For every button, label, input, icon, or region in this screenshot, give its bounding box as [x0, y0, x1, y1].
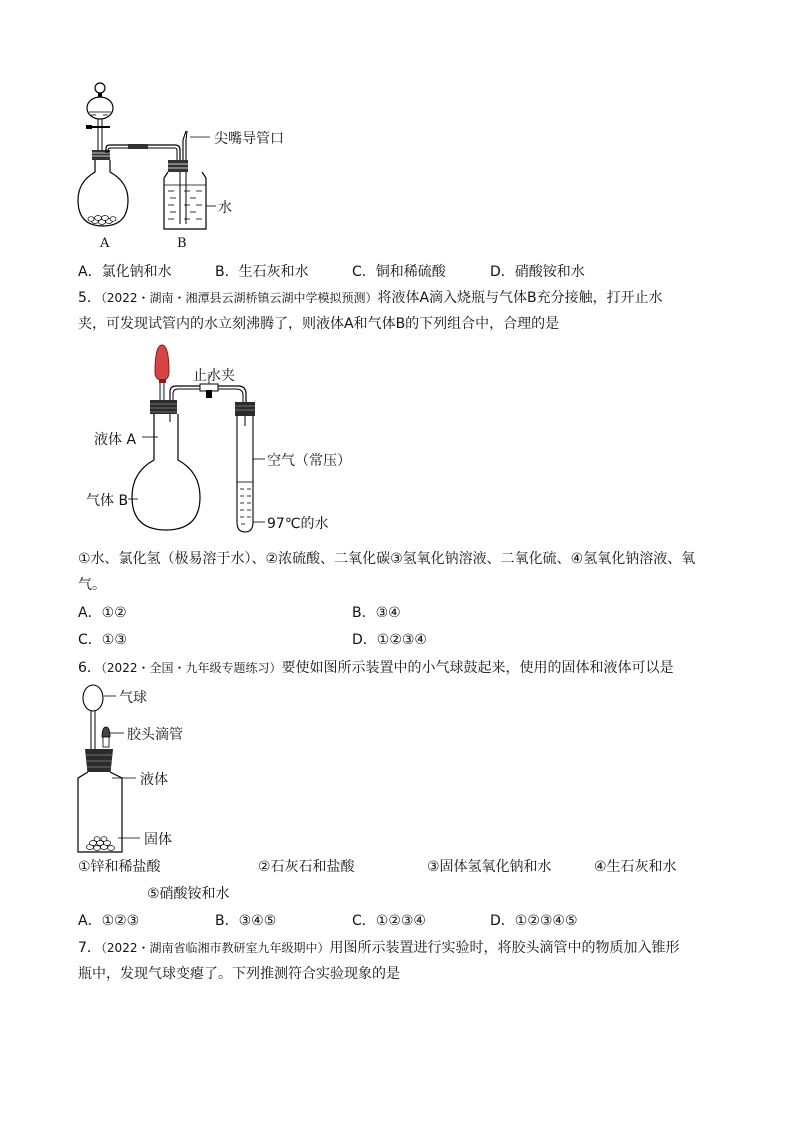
q4-option-b[interactable]: B．生石灰和水	[215, 264, 309, 280]
q6-option-c[interactable]: C．①②③④	[352, 913, 426, 929]
q6-label-solid: 固体	[144, 832, 172, 848]
q6-label-liquid: 液体	[140, 772, 168, 788]
q5-source: （2022・湖南・湘潭县云湖桥镇云湖中学模拟预测）	[100, 291, 378, 305]
q4-label-jet-tube: 尖嘴导管口	[214, 131, 284, 147]
q5-stem-a: 将液体A滴入烧瓶与气体B充分接触，打开止水	[377, 290, 663, 306]
q6-number: 6．	[78, 660, 101, 676]
q7-source: （2022・湖南省临湘市教研室九年级期中）	[100, 941, 330, 955]
q7-stem-line1	[78, 935, 679, 961]
q5-label-water-97: 97℃的水	[267, 516, 329, 532]
q5-label-gas-b: 气体 B	[86, 493, 129, 509]
q4-option-c[interactable]: C．铜和稀硫酸	[352, 264, 446, 280]
q7-number: 7．	[78, 940, 101, 956]
q6-stem: 要使如图所示装置中的小气球鼓起来，使用的固体和液体可以是	[281, 660, 674, 676]
q6-label-balloon: 气球	[119, 690, 147, 706]
q5-label-air: 空气（常压）	[267, 453, 351, 469]
q6-item-4: ④生石灰和水	[594, 859, 677, 875]
q7-stem-line2: 瓶中，发现气球变瘪了。下列推测符合实验现象的是	[78, 966, 400, 982]
q6-item-1: ①锌和稀盐酸	[78, 859, 161, 875]
q7-stem-a: 用图所示装置进行实验时，将胶头滴管中的物质加入锥形	[329, 940, 680, 956]
q4-option-d[interactable]: D．硝酸铵和水	[490, 264, 585, 280]
q6-item-3: ③固体氢氧化钠和水	[427, 859, 552, 875]
q6-source: （2022・全国・九年级专题练习）	[100, 661, 282, 675]
q4-label-a: A	[100, 236, 110, 251]
q5-option-b[interactable]: B．③④	[352, 605, 401, 621]
q5-option-d[interactable]: D．①②③④	[352, 632, 427, 648]
q6-label-dropper: 胶头滴管	[127, 727, 183, 743]
q5-combos-line1: ①水、氯化氢（极易溶于水）、②浓硫酸、二氧化碳③氢氧化钠溶液、二氧化硫、④氢氧化钠溶液、氧	[78, 551, 696, 567]
q4-label-water: 水	[218, 200, 232, 216]
q5-option-a[interactable]: A．①②	[78, 605, 127, 621]
q5-label-liquid-a: 液体 A	[94, 432, 137, 448]
q5-option-c[interactable]: C．①③	[78, 632, 127, 648]
q6-item-2: ②石灰石和盐酸	[258, 859, 355, 875]
q5-combos-line2: 气。	[78, 577, 106, 593]
q6-option-b[interactable]: B．③④⑤	[215, 913, 277, 929]
q5-stem-line2: 夹，可发现试管内的水立刻沸腾了，则液体A和气体B的下列组合中，合理的是	[78, 316, 560, 332]
q5-number: 5．	[78, 290, 101, 306]
q5-label-clamp: 止水夹	[193, 368, 235, 384]
q6-option-a[interactable]: A．①②③	[78, 913, 140, 929]
q4-label-b: B	[177, 236, 187, 251]
q4-option-a[interactable]: A．氯化钠和水	[78, 264, 172, 280]
q6-item-5: ⑤硝酸铵和水	[147, 886, 230, 902]
q6-option-d[interactable]: D．①②③④⑤	[490, 913, 578, 929]
